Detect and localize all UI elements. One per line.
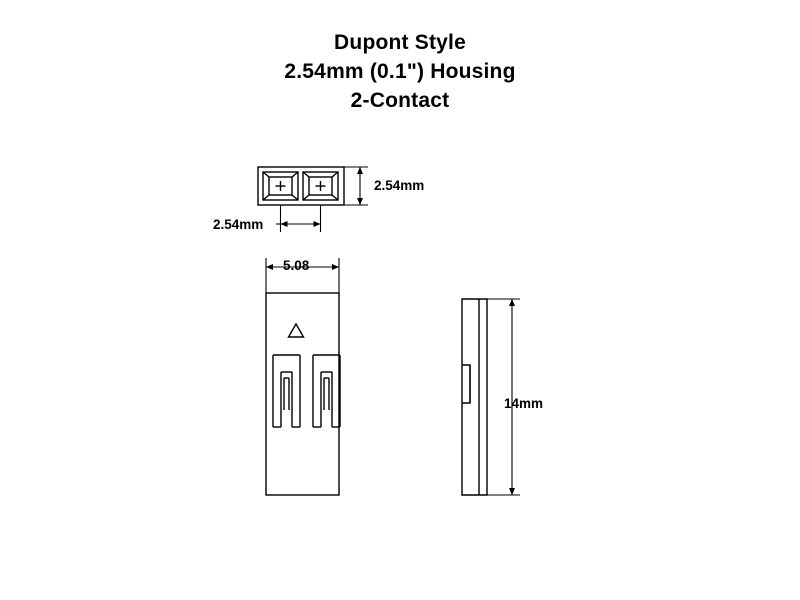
title-line-1: Dupont Style <box>334 31 466 54</box>
dim-label-front-view-width: 5.08 <box>283 258 310 273</box>
top-view-two-contact-openings <box>258 167 344 205</box>
title-line-3: 2-Contact <box>350 89 450 112</box>
title-line-2: 2.54mm (0.1") Housing <box>284 60 516 83</box>
dim-top-view-height <box>344 167 368 205</box>
dim-label-pitch-horizontal: 2.54mm <box>213 217 264 232</box>
dim-label-side-view-height: 14mm <box>504 396 544 411</box>
side-view-housing-profile <box>462 299 487 495</box>
front-view-housing-body <box>266 293 340 495</box>
dim-pitch-horizontal <box>276 205 321 232</box>
dim-label-top-view-height: 2.54mm <box>374 178 425 193</box>
